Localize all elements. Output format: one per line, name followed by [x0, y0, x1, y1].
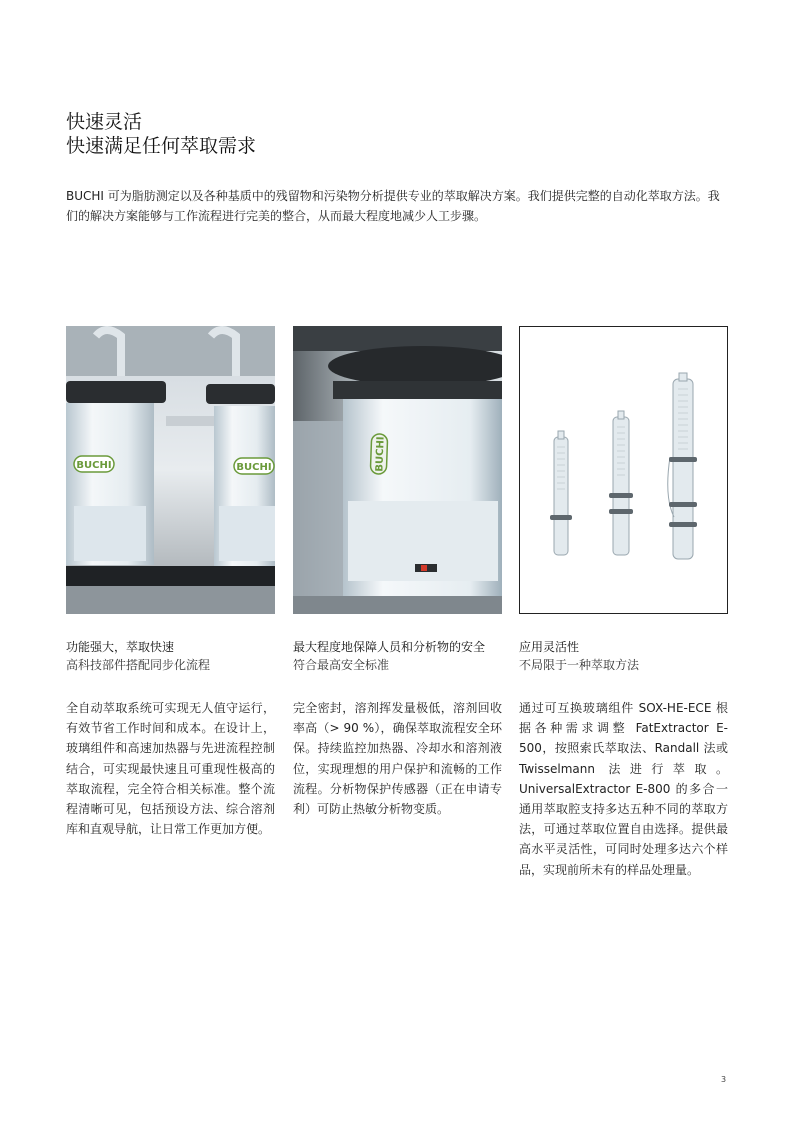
- card-subtitle: 不局限于一种萃取方法: [519, 658, 640, 672]
- buchi-logo-text: BUCHI: [374, 436, 387, 472]
- extraction-beakers-photo: [66, 326, 275, 614]
- feature-card-flexibility: [519, 326, 728, 880]
- sealed-beaker-photo: [293, 326, 502, 614]
- feature-card-safety: [293, 326, 502, 819]
- svg-text:BUCHI: BUCHI: [236, 462, 272, 473]
- intro-paragraph: BUCHI 可为脂肪测定以及各种基质中的残留物和污染物分析提供专业的萃取解决方案。我们提供完整的自动化萃取方法。我们的解决方案能够与工作流程进行完美的整合，从而最大程度地减少人工步骤。: [66, 189, 720, 223]
- card-title: 应用灵活性: [519, 640, 580, 654]
- card-body: 通过可互换玻璃组件 SOX-HE-ECE 根据各种需求调整 FatExtractor E-500，按照索氏萃取法、Randall 法或 Twisselmann 法进行萃取。UniversalExtractor E-800 的多合一通用萃取腔支持多达五种不同的萃取方法，可通过萃取位置自由选择。提供最高水平灵活性，可同时处理多达六个样品，实现前所未有的样品处理量。: [519, 701, 728, 877]
- glass-extractors-photo: [519, 326, 728, 614]
- buchi-logo-text: BUCHI: [76, 460, 112, 471]
- feature-card-speed: [66, 326, 275, 839]
- card-body: 完全密封，溶剂挥发量极低，溶剂回收率高（> 90 %），确保萃取流程安全环保。持续监控加热器、冷却水和溶剂液位，实现理想的用户保护和流畅的工作流程。分析物保护传感器（正在申请专利）可防止热敏分析物变质。: [293, 701, 502, 817]
- page-number: 3: [721, 1075, 727, 1084]
- card-body: 全自动萃取系统可实现无人值守运行，有效节省工作时间和成本。在设计上，玻璃组件和高速加热器与先进流程控制结合，可实现最快速且可重现性极高的萃取流程，完全符合相关标准。整个流程清晰可见，包括预设方法、综合溶剂库和直观导航，让日常工作更加方便。: [66, 701, 275, 837]
- page-title: [66, 110, 256, 158]
- card-subtitle: 符合最高安全标准: [293, 658, 390, 672]
- card-title: 功能强大，萃取快速: [66, 640, 175, 654]
- title-line-1: 快速灵活: [66, 111, 143, 133]
- card-subtitle: 高科技部件搭配同步化流程: [66, 658, 211, 672]
- title-line-2: 快速满足任何萃取需求: [66, 135, 257, 157]
- card-title: 最大程度地保障人员和分析物的安全: [293, 640, 486, 654]
